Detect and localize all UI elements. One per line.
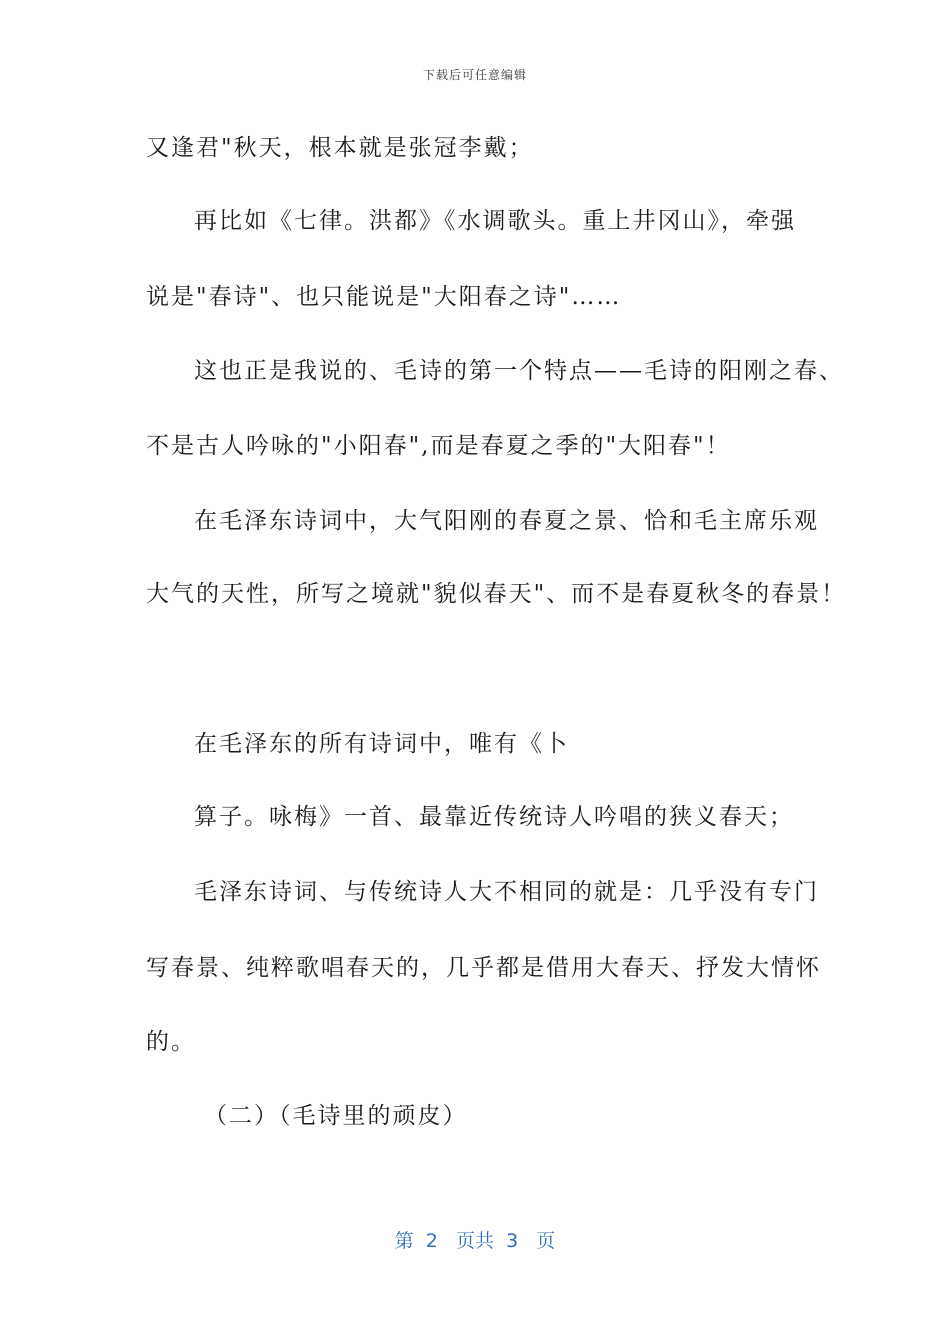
text-line-5: 不是古人吟咏的"小阳春",而是春夏之季的"大阳春"！ (146, 433, 731, 459)
text-line-8: 在毛泽东的所有诗词中，唯有《卜 (194, 731, 569, 757)
section-heading: （二）（毛诗里的顽皮） (204, 1103, 468, 1129)
text-line-7: 大气的天性，所写之境就"貌似春天"、而不是春夏秋冬的春景！ (146, 581, 847, 607)
text-line-10: 毛泽东诗词、与传统诗人大不相同的就是：几乎没有专门 (194, 879, 819, 905)
page-header: 下载后可任意编辑 (422, 68, 527, 82)
text-line-9: 算子。咏梅》一首、最靠近传统诗人吟唱的狭义春天； (194, 804, 794, 830)
text-line-12: 的。 (146, 1029, 196, 1055)
text-line-6: 在毛泽东诗词中，大气阳刚的春夏之景、恰和毛主席乐观 (194, 508, 819, 534)
text-line-2: 再比如《七律。洪都》《水调歌头。重上井冈山》，牵强 (194, 208, 796, 234)
text-line-1: 又逢君"秋天，根本就是张冠李戴； (146, 135, 534, 161)
text-line-4: 这也正是我说的、毛诗的第一个特点——毛诗的阳刚之春、 (194, 358, 844, 384)
text-line-3: 说是"春诗"、也只能说是"大阳春之诗"…… (146, 284, 622, 310)
text-line-11: 写春景、纯粹歌唱春天的，几乎都是借用大春天、抒发大情怀 (146, 955, 821, 981)
page-footer: 第 2 页共 3 页 (394, 1230, 556, 1252)
